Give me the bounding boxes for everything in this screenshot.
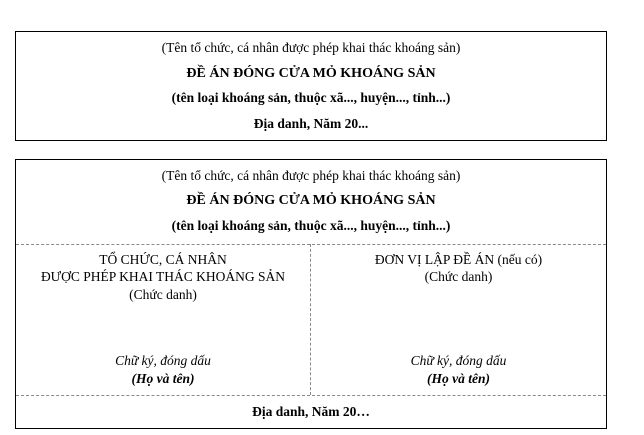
divider-bottom: [16, 395, 606, 396]
document-subtitle: (tên loại khoáng sản, thuộc xã..., huyện..., tỉnh...): [171, 218, 451, 233]
document-title: ĐỀ ÁN ĐÓNG CỬA MỎ KHOÁNG SẢN: [186, 193, 436, 208]
licensee-heading-line1: TỔ CHỨC, CÁ NHÂN: [99, 252, 227, 267]
licensee-position: (Chức danh): [129, 287, 197, 302]
place-date: Địa danh, Năm 20…: [252, 404, 370, 419]
preparer-heading: ĐƠN VỊ LẬP ĐỀ ÁN (nếu có): [374, 252, 543, 267]
licensee-heading-line2: ĐƯỢC PHÉP KHAI THÁC KHOÁNG SẢN: [40, 269, 286, 284]
document-title: ĐỀ ÁN ĐÓNG CỬA MỎ KHOÁNG SẢN: [186, 66, 436, 81]
cover-page-sample-2: [15, 159, 607, 429]
signature-block-preparer: [311, 244, 606, 395]
licensee-sign-note: Chữ ký, đóng dấu: [115, 353, 211, 368]
signature-block-licensee: [16, 244, 310, 395]
preparer-sign-note: Chữ ký, đóng dấu: [410, 353, 507, 368]
cover-page-sample-1: [15, 31, 607, 141]
preparer-name-note: (Họ và tên): [427, 371, 490, 386]
organization-line: (Tên tổ chức, cá nhân được phép khai thác khoáng sản): [161, 168, 461, 183]
preparer-position: (Chức danh): [424, 269, 493, 284]
place-date: Địa danh, Năm 20...: [253, 116, 369, 131]
licensee-name-note: (Họ và tên): [131, 371, 195, 386]
document-subtitle: (tên loại khoáng sản, thuộc xã..., huyện..., tỉnh...): [171, 90, 451, 105]
organization-line: (Tên tổ chức, cá nhân được phép khai thác khoáng sản): [161, 40, 461, 55]
